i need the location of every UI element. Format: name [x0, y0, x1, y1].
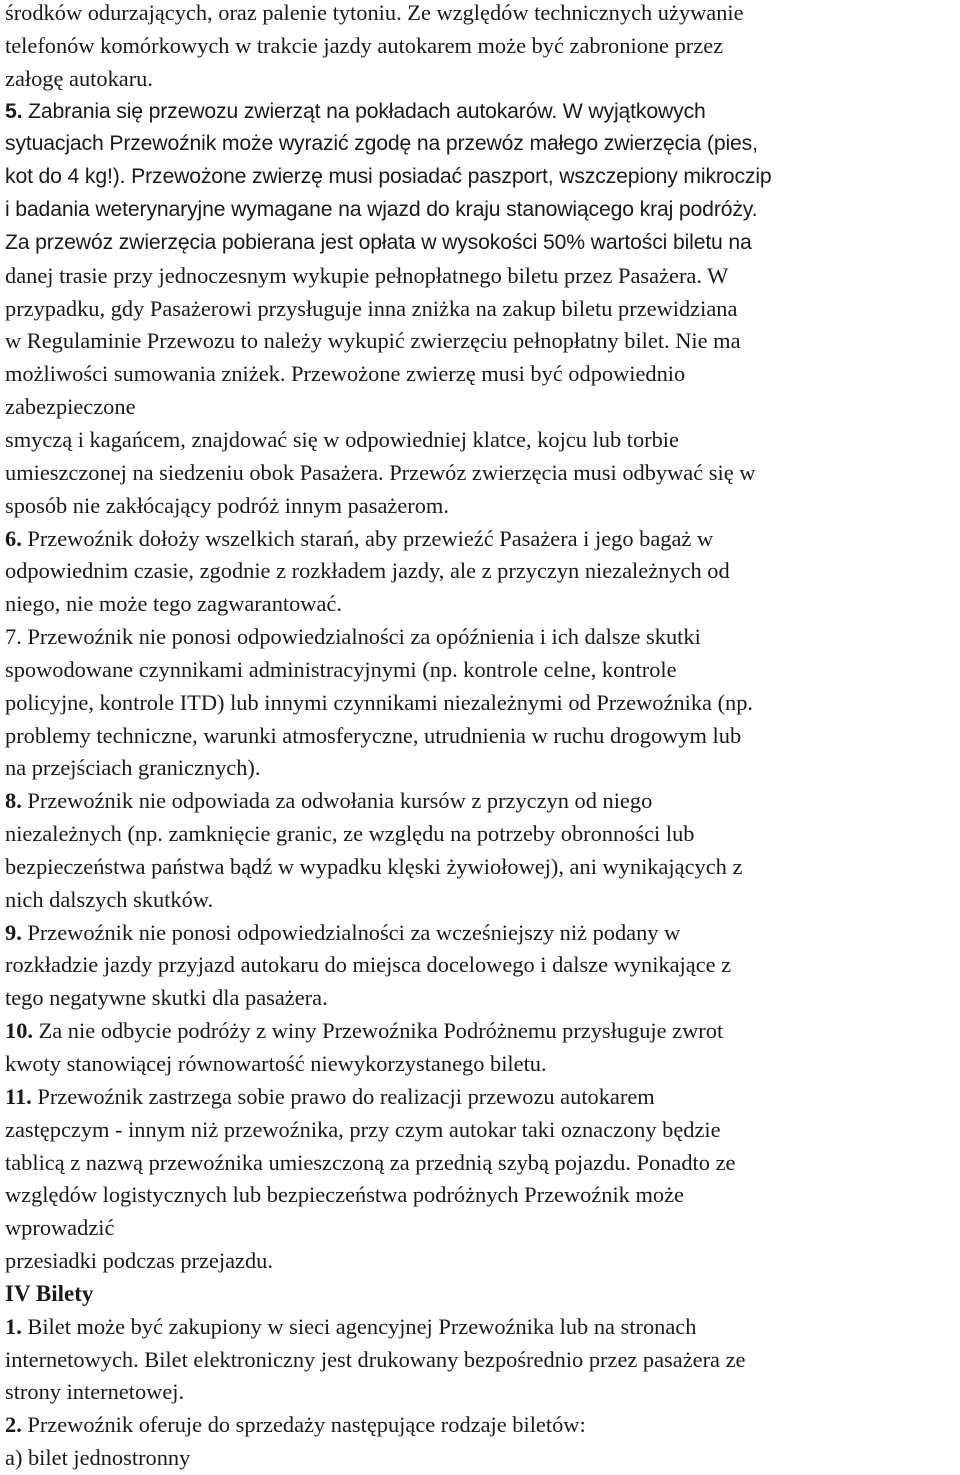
text-line: niezależnych (np. zamknięcie granic, ze względu na potrzeby obronności lub — [5, 821, 695, 847]
text-fragment: Przewoźnik nie ponosi odpowiedzialności za wcześniejszy niż podany w — [21, 919, 681, 945]
text-line: zabezpieczone — [5, 394, 136, 420]
text-line — [5, 1081, 955, 1114]
text-fragment: Przewoźnik oferuje do sprzedaży następujące rodzaje biletów: — [21, 1412, 586, 1438]
text-line: sytuacjach Przewoźnik może wyrazić zgodę na przewóz małego zwierzęcia (pies, — [5, 132, 758, 156]
text-line: kwoty stanowiącej równowartość niewykorzystanego biletu. — [5, 1051, 547, 1076]
text-line: względów logistycznych lub bezpieczeństwa podróżnych Przewoźnik może — [5, 1182, 684, 1208]
text-line: umieszczonej na siedzeniu obok Pasażera. Przewóz zwierzęcia musi odbywać się w — [5, 459, 756, 485]
paragraph-tickets-point-2 — [5, 1409, 955, 1475]
text-line: tego negatywne skutki dla pasażera. — [5, 985, 328, 1011]
text-line: spowodowane czynnikami administracyjnymi (np. kontrole celne, kontrole — [5, 656, 677, 682]
point-number: 6. — [5, 525, 22, 551]
point-number: 8. — [5, 788, 22, 814]
section-heading-tickets — [5, 1278, 955, 1311]
list-item: a) bilet jednostronny — [5, 1445, 191, 1471]
text-line: zastępczym - innym niż przewoźnika, przy czym autokar taki oznaczony będzie — [5, 1116, 721, 1142]
point-number: 2. — [5, 1412, 22, 1438]
paragraph-point-5-fees — [5, 260, 955, 523]
text-line: problemy techniczne, warunki atmosferyczne, utrudnienia w ruchu drogowym lub — [5, 722, 742, 748]
text-line: internetowych. Bilet elektroniczny jest drukowany bezpośrednio przez pasażera ze — [5, 1346, 746, 1372]
text-line — [5, 96, 955, 129]
text-line: smyczą i kagańcem, znajdować się w odpowiedniej klatce, kojcu lub torbie — [5, 426, 679, 452]
text-line: telefonów komórkowych w trakcie jazdy autokarem może być zabronione przez — [5, 32, 724, 58]
point-number: 5. — [5, 99, 23, 123]
text-line: 7. Przewoźnik nie ponosi odpowiedzialności za opóźnienia i ich dalsze skutki — [5, 624, 701, 650]
text-line — [5, 523, 955, 556]
text-line: środków odurzających, oraz palenie tytoniu. Ze względów technicznych używanie — [5, 0, 744, 25]
point-number: 11. — [5, 1083, 32, 1109]
point-number: 1. — [5, 1313, 22, 1339]
text-line: tablicą z nazwą przewoźnika umieszczoną za przednią szybą pojazdu. Ponadto ze — [5, 1149, 736, 1175]
text-line: możliwości sumowania zniżek. Przewożone zwierzę musi być odpowiednio — [5, 361, 686, 387]
text-line: strony internetowej. — [5, 1379, 185, 1405]
text-line: danej trasie przy jednoczesnym wykupie pełnopłatnego biletu przez Pasażera. W — [5, 262, 729, 288]
text-fragment: Przewoźnik zastrzega sobie prawo do realizacji przewozu autokarem — [31, 1083, 655, 1109]
text-line: Za przewóz zwierzęcia pobierana jest opłata w wysokości 50% wartości biletu na — [5, 230, 752, 254]
text-line: kot do 4 kg!). Przewożone zwierzę musi posiadać paszport, wszczepiony mikroczip — [5, 165, 772, 189]
text-fragment: Przewoźnik nie odpowiada za odwołania kursów z przyczyn od niego — [21, 788, 653, 814]
text-fragment: Przewoźnik dołoży wszelkich starań, aby przewieźć Pasażera i jego bagaż w — [21, 525, 714, 551]
text-line: załogę autokaru. — [5, 65, 153, 91]
paragraph-tickets-point-1 — [5, 1311, 955, 1410]
text-line: przypadku, gdy Pasażerowi przysługuje inna zniżka na zakup biletu przewidziana — [5, 295, 738, 321]
section-title: IV Bilety — [5, 1280, 94, 1306]
text-line: rozkładzie jazdy przyjazd autokaru do miejsca docelowego i dalsze wynikające z — [5, 952, 732, 978]
text-line: na przejściach granicznych). — [5, 755, 261, 781]
text-line: niego, nie może tego zagwarantować. — [5, 591, 342, 617]
paragraph-point-5-animals — [5, 96, 955, 260]
text-line: nich dalszych skutków. — [5, 886, 214, 912]
document-page — [5, 0, 955, 1475]
paragraph-point-8 — [5, 785, 955, 916]
text-line: sposób nie zakłócający podróż innym pasażerom. — [5, 492, 449, 518]
text-line — [5, 785, 955, 818]
paragraph-prohibitions-continued — [5, 0, 955, 96]
text-line — [5, 1311, 955, 1344]
point-number: 10. — [5, 1018, 33, 1044]
text-line: policyjne, kontrole ITD) lub innymi czynnikami niezależnymi od Przewoźnika (np. — [5, 689, 754, 715]
text-line — [5, 917, 955, 950]
text-line: odpowiednim czasie, zgodnie z rozkładem jazdy, ale z przyczyn niezależnych od — [5, 558, 730, 584]
paragraph-point-9 — [5, 917, 955, 1016]
text-fragment: Za nie odbycie podróży z winy Przewoźnika Podróżnemu przysługuje zwrot — [33, 1018, 724, 1044]
text-line: wprowadzić — [5, 1215, 115, 1241]
text-line — [5, 1409, 955, 1442]
text-line: w Regulaminie Przewozu to należy wykupić zwierzęciu pełnopłatny bilet. Nie ma — [5, 328, 741, 354]
text-line — [5, 1015, 955, 1048]
paragraph-point-11 — [5, 1081, 955, 1278]
text-fragment: Zabrania się przewozu zwierząt na pokładach autokarów. W wyjątkowych — [22, 99, 706, 123]
paragraph-point-6 — [5, 523, 955, 622]
text-line: i badania weterynaryjne wymagane na wjazd do kraju stanowiącego kraj podróży. — [5, 198, 758, 222]
paragraph-point-7 — [5, 621, 955, 785]
point-number: 9. — [5, 919, 22, 945]
text-fragment: Bilet może być zakupiony w sieci agencyjnej Przewoźnika lub na stronach — [21, 1313, 697, 1339]
text-line: przesiadki podczas przejazdu. — [5, 1248, 273, 1274]
paragraph-point-10 — [5, 1015, 955, 1081]
text-line: bezpieczeństwa państwa bądź w wypadku klęski żywiołowej), ani wynikających z — [5, 853, 743, 879]
